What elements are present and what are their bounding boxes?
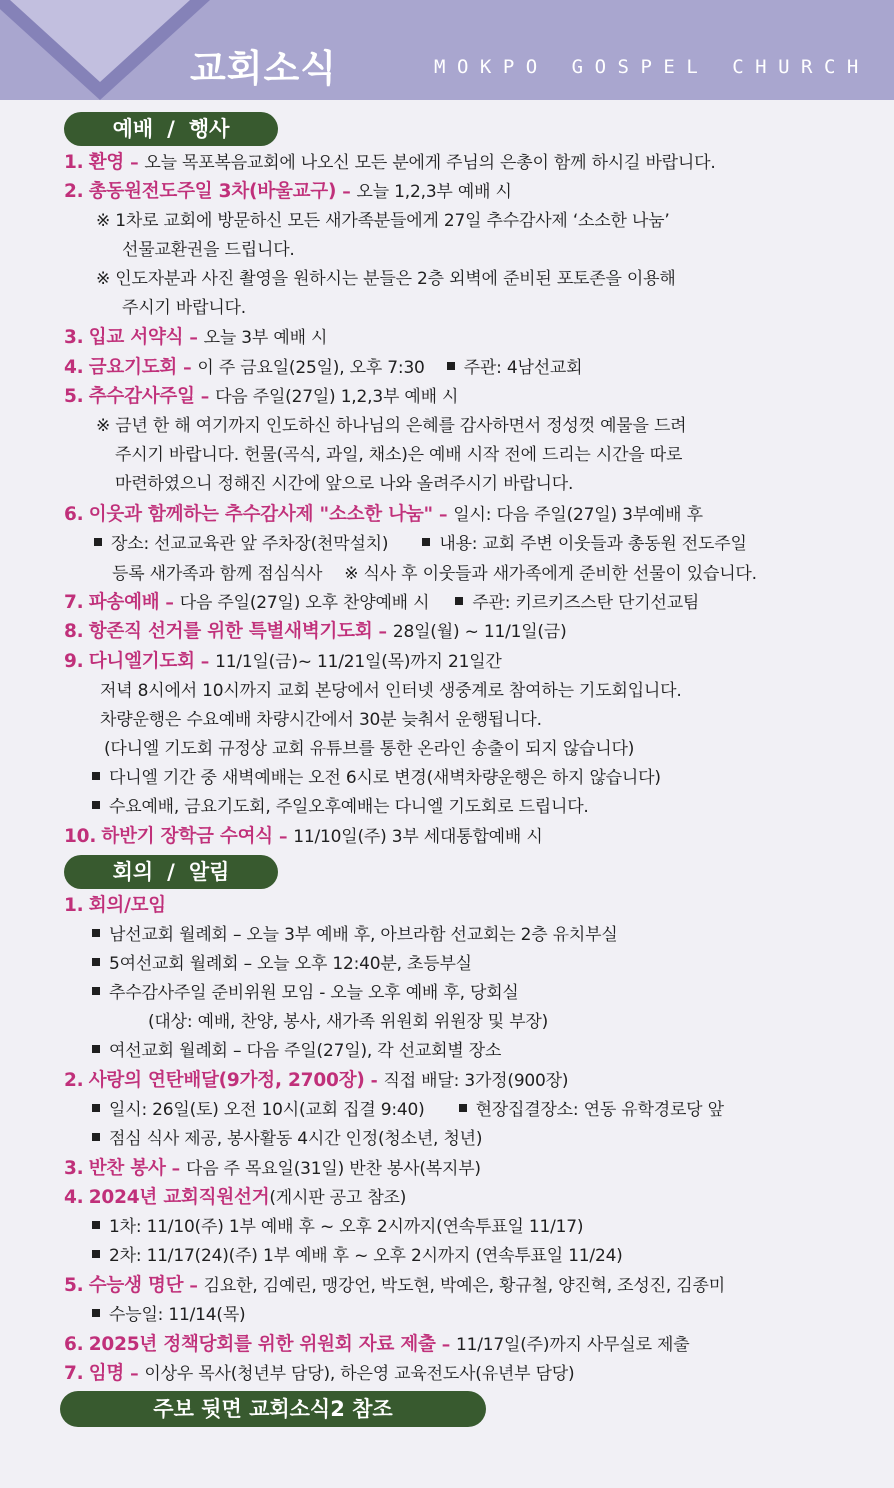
item-number: 4. — [64, 357, 84, 378]
item-number: 1. — [64, 152, 84, 173]
list-item — [64, 1332, 690, 1358]
item-text: 이 주 금요일(25일), 오후 7:30 — [197, 358, 425, 378]
item-text: 오늘 1,2,3부 예배 시 — [356, 182, 512, 202]
note-line: ※ 금년 한 해 여기까지 인도하신 하나님의 은혜를 감사하면서 정성껏 예물을 드려 — [96, 416, 687, 436]
dash: - — [370, 1071, 378, 1091]
item-number: 3. — [64, 327, 84, 348]
bullet-text: 내용: 교회 주변 이웃들과 총동원 전도주일 — [439, 534, 747, 554]
bullet-text: 장소: 선교교육관 앞 주차장(천막설치) — [111, 534, 389, 554]
dash: – — [183, 358, 192, 378]
list-item — [64, 619, 567, 645]
item-heading: 하반기 장학금 수여식 — [101, 826, 273, 847]
bullet-text: 1차: 11/10(주) 1부 예배 후 ~ 오후 2시까지(연속투표일 11/17) — [109, 1217, 584, 1237]
item-number: 4. — [64, 1187, 84, 1208]
header-decoration-inner — [10, 0, 190, 82]
item-heading: 반찬 봉사 — [88, 1158, 166, 1179]
list-item — [64, 325, 327, 351]
item-text: 일시: 다음 주일(27일) 3부예배 후 — [453, 505, 703, 525]
list-item — [64, 893, 166, 919]
note-line: 선물교환권을 드립니다. — [122, 240, 295, 260]
bullet-icon — [422, 538, 430, 546]
bullet-line — [92, 794, 589, 820]
note-line: ※ 인도자분과 사진 촬영을 원하시는 분들은 2층 외벽에 준비된 포토존을 이용해 — [96, 269, 676, 289]
bullet-text: 5여선교회 월례회 – 오늘 오후 12:40분, 초등부실 — [109, 954, 472, 974]
item-text: 김요한, 김예린, 맹강언, 박도현, 박예은, 황규철, 양진혁, 조성진, 김종미 — [203, 1276, 725, 1296]
section-worship-header — [64, 112, 278, 146]
list-item — [64, 1068, 568, 1094]
list-item — [64, 1185, 406, 1211]
dash: – — [441, 1335, 451, 1355]
bullet-text: 추수감사주일 준비위원 모임 - 오늘 오후 예배 후, 당회실 — [109, 983, 519, 1003]
list-item — [64, 649, 502, 675]
item-extra: 주관: 4남선교회 — [463, 358, 583, 378]
item-number: 3. — [64, 1158, 84, 1179]
item-number: 10. — [64, 826, 97, 847]
item-number: 7. — [64, 592, 84, 613]
item-text: 오늘 목포복음교회에 나오신 모든 분에게 주님의 은총이 함께 하시길 바랍니다. — [144, 153, 716, 173]
dash: – — [200, 387, 210, 407]
list-item — [64, 150, 716, 176]
item-number: 7. — [64, 1363, 84, 1384]
bullet-icon — [92, 929, 100, 937]
bullet-line — [92, 1126, 482, 1152]
bullet-icon — [94, 538, 102, 546]
item-text: 11/17일(주)까지 사무실로 제출 — [456, 1335, 690, 1355]
bullet-text: 수요예배, 금요기도회, 주일오후예배는 다니엘 기도회로 드립니다. — [109, 797, 589, 817]
item-heading: 총동원전도주일 3차(바울교구) — [88, 181, 337, 202]
section-label: 알림 — [188, 860, 230, 884]
bullet-icon — [92, 958, 100, 966]
item-heading: 2024년 교회직원선거 — [88, 1187, 270, 1208]
bullet-icon — [455, 597, 463, 605]
bullet-line — [92, 765, 661, 791]
section-label: 행사 — [188, 117, 230, 141]
bullet-icon — [92, 1133, 100, 1141]
dash: – — [130, 153, 139, 173]
bullet-line — [92, 922, 618, 948]
item-text: 다음 주일(27일) 오후 찬양예배 시 — [179, 593, 430, 613]
item-number: 5. — [64, 1275, 84, 1296]
list-item — [64, 179, 512, 205]
bullet-line — [92, 1214, 583, 1240]
header-banner — [0, 0, 894, 100]
item-text: 28일(월) ~ 11/1일(금) — [392, 622, 567, 642]
bullet-icon — [92, 801, 100, 809]
item-number: 6. — [64, 1334, 84, 1355]
item-text: 오늘 3부 예배 시 — [203, 328, 328, 348]
dash: – — [189, 1276, 198, 1296]
bullet-text: 점심 식사 제공, 봉사활동 4시간 인정(청소년, 청년) — [109, 1129, 483, 1149]
dash: – — [200, 652, 210, 672]
bullet-icon — [92, 772, 100, 780]
list-item — [64, 355, 582, 381]
bullet-line — [94, 531, 747, 557]
footer-note: 주보 뒷면 교회소식2 참조 — [60, 1391, 486, 1427]
list-item — [64, 502, 703, 528]
bullet-text: 2차: 11/17(24)(주) 1부 예배 후 ~ 오후 2시까지 (연속투표일 11/24) — [109, 1246, 623, 1266]
item-extra: 주관: 키르키즈스탄 단기선교팀 — [472, 593, 700, 613]
item-heading: 파송예배 — [88, 592, 160, 613]
dash: – — [378, 622, 387, 642]
item-number: 5. — [64, 386, 84, 407]
note-line: 주시기 바랍니다. 헌물(곡식, 과일, 채소)은 예배 시작 전에 드리는 시간을 따로 — [115, 445, 683, 465]
item-heading: 금요기도회 — [88, 357, 178, 378]
text-line: (대상: 예배, 찬양, 봉사, 새가족 위원회 위원장 및 부장) — [148, 1012, 549, 1032]
list-item — [64, 1361, 574, 1387]
item-heading: 임명 — [88, 1363, 125, 1384]
item-heading: 회의/모임 — [88, 895, 166, 916]
dash: – — [165, 593, 174, 613]
item-heading: 수능생 명단 — [88, 1275, 184, 1296]
list-item — [64, 1156, 481, 1182]
dash: – — [130, 1364, 139, 1384]
item-number: 8. — [64, 621, 84, 642]
church-name: MOKPO GOSPEL CHURCH — [434, 56, 870, 78]
item-heading: 이웃과 함께하는 추수감사제 "소소한 나눔" — [88, 504, 433, 525]
bullet-line — [92, 1302, 245, 1328]
bullet-icon — [92, 1045, 100, 1053]
note-text: ※ 식사 후 이웃들과 새가족에게 준비한 선물이 있습니다. — [344, 564, 757, 584]
bullet-text: 등록 새가족과 함께 점심식사 — [112, 564, 323, 584]
bullet-icon — [92, 1309, 100, 1317]
section-slash: / — [167, 117, 175, 141]
bullet-icon — [92, 1104, 100, 1112]
bullet-icon — [459, 1104, 467, 1112]
bullet-line — [92, 980, 519, 1006]
dash: – — [278, 827, 288, 847]
item-number: 9. — [64, 651, 84, 672]
item-heading: 환영 — [88, 152, 125, 173]
bullet-line — [112, 561, 757, 587]
dash: – — [342, 182, 351, 202]
item-text: 다음 주 목요일(31일) 반찬 봉사(복지부) — [185, 1159, 481, 1179]
bullet-text: 남선교회 월례회 – 오늘 3부 예배 후, 아브라함 선교회는 2층 유치부실 — [109, 925, 618, 945]
section-label: 예배 — [112, 117, 154, 141]
dash: – — [438, 505, 448, 525]
bullet-line — [92, 1097, 724, 1123]
item-number: 2. — [64, 181, 84, 202]
note-line: ※ 1차로 교회에 방문하신 모든 새가족분들에게 27일 추수감사제 ‘소소한 나눔’ — [96, 211, 670, 231]
bullet-line — [92, 951, 472, 977]
bullet-text: 여선교회 월례회 – 다음 주일(27일), 각 선교회별 장소 — [109, 1041, 502, 1061]
item-text: 다음 주일(27일) 1,2,3부 예배 시 — [215, 387, 459, 407]
note-line: 마련하였으니 정해진 시간에 앞으로 나와 올려주시기 바랍니다. — [115, 474, 574, 494]
bullet-text: 일시: 26일(토) 오전 10시(교회 집결 9:40) — [109, 1100, 425, 1120]
text-line: 차량운행은 수요예배 차량시간에서 30분 늦춰서 운행됩니다. — [100, 710, 542, 730]
bullet-icon — [92, 987, 100, 995]
item-text: (게시판 공고 참조) — [269, 1188, 407, 1208]
bullet-line — [92, 1038, 501, 1064]
note-line: 주시기 바랍니다. — [122, 298, 246, 318]
item-text: 이상우 목사(청년부 담당), 하은영 교육전도사(유년부 담당) — [144, 1364, 575, 1384]
section-slash: / — [167, 860, 175, 884]
item-number: 6. — [64, 504, 84, 525]
item-text: 11/10일(주) 3부 세대통합예배 시 — [293, 827, 543, 847]
item-number: 2. — [64, 1070, 84, 1091]
bullet-text: 현장집결장소: 연동 유학경로당 앞 — [475, 1100, 724, 1120]
list-item — [64, 384, 458, 410]
item-text: 11/1일(금)~ 11/21일(목)까지 21일간 — [215, 652, 502, 672]
list-item — [64, 824, 543, 850]
bullet-text: 수능일: 11/14(목) — [109, 1305, 246, 1325]
bullet-line — [92, 1243, 623, 1269]
bullet-icon — [92, 1221, 100, 1229]
item-heading: 항존직 선거를 위한 특별새벽기도회 — [88, 621, 373, 642]
item-heading: 2025년 정책당회를 위한 위원회 자료 제출 — [88, 1334, 436, 1355]
list-item — [64, 1273, 725, 1299]
item-text: 직접 배달: 3가정(900장) — [383, 1071, 569, 1091]
bullet-icon — [92, 1250, 100, 1258]
bullet-icon — [447, 362, 455, 370]
list-item — [64, 590, 699, 616]
bullet-text: 다니엘 기간 중 새벽예배는 오전 6시로 변경(새벽차량운행은 하지 않습니다) — [109, 768, 661, 788]
item-heading: 추수감사주일 — [88, 386, 195, 407]
page-title: 교회소식 — [190, 47, 337, 90]
item-heading: 다니엘기도회 — [88, 651, 195, 672]
item-heading: 입교 서약식 — [88, 327, 184, 348]
section-label: 회의 — [112, 860, 154, 884]
text-line: (다니엘 기도회 규정상 교회 유튜브를 통한 온라인 송출이 되지 않습니다) — [104, 739, 635, 759]
text-line: 저녁 8시에서 10시까지 교회 본당에서 인터넷 생중계로 참여하는 기도회입니다. — [100, 681, 682, 701]
item-heading: 사랑의 연탄배달(9가정, 2700장) — [88, 1070, 365, 1091]
section-meeting-header — [64, 855, 278, 889]
dash: – — [189, 328, 198, 348]
item-number: 1. — [64, 895, 84, 916]
dash: – — [171, 1159, 180, 1179]
